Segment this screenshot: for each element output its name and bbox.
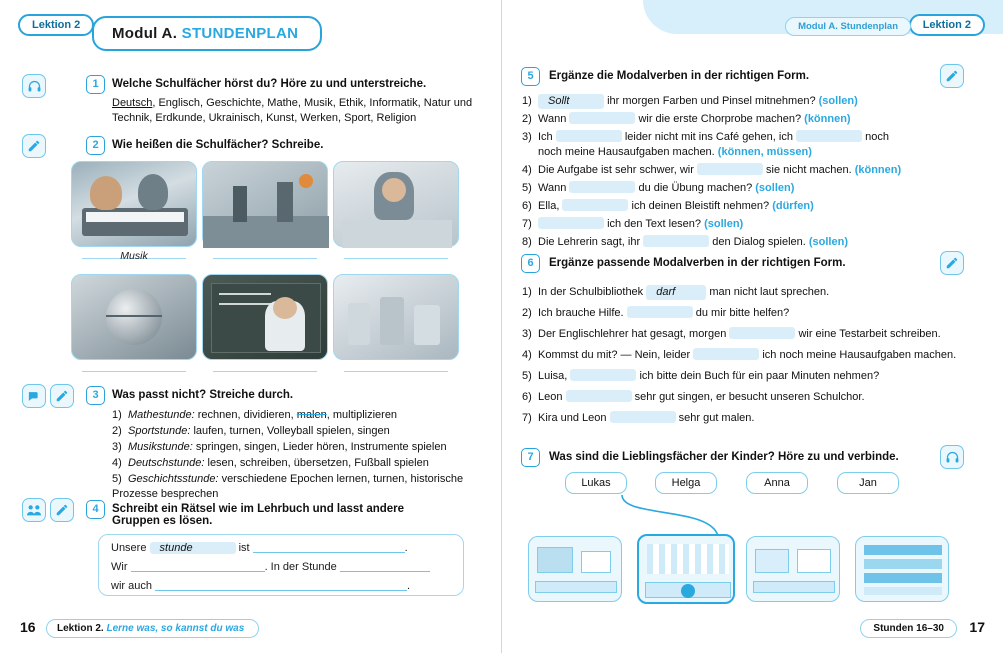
list-item[interactable] bbox=[522, 390, 967, 405]
answer-blank[interactable] bbox=[569, 181, 635, 193]
list-item[interactable] bbox=[522, 306, 967, 321]
item-text: ich noch meine Hausaufgaben machen. bbox=[762, 349, 957, 361]
item-number: 3) bbox=[112, 441, 122, 453]
item-text: du die Übung machen? bbox=[638, 182, 753, 194]
item-number: 1) bbox=[522, 95, 532, 107]
exercise-number-1: 1 bbox=[86, 75, 105, 94]
riddle-rule-2b[interactable] bbox=[340, 561, 430, 572]
item-text: wir die erste Chorprobe machen? bbox=[638, 113, 802, 125]
item-words: laufen, turnen, Volleyball spielen, singen bbox=[193, 425, 390, 437]
list-item[interactable] bbox=[522, 181, 967, 196]
riddle-text-wirauch: wir auch bbox=[111, 580, 152, 592]
verb-hint: (sollen) bbox=[808, 236, 848, 248]
item-number: 2) bbox=[112, 425, 122, 437]
footer-left-lesson: Lektion 2. bbox=[57, 623, 104, 634]
answer-blank[interactable] bbox=[569, 112, 635, 124]
basketball-photo bbox=[202, 161, 328, 247]
item-words: verschiedene Epochen lernen, turnen, historische Prozesse besprechen bbox=[112, 473, 464, 500]
girl-writing-photo bbox=[333, 161, 459, 247]
item-number: 4) bbox=[112, 457, 122, 469]
answer-blank[interactable] bbox=[562, 199, 628, 211]
verb-hint: (können) bbox=[854, 164, 902, 176]
library-card[interactable] bbox=[855, 536, 949, 602]
item-number: 6) bbox=[522, 200, 532, 212]
boy-at-blackboard-photo bbox=[202, 274, 328, 360]
list-item[interactable] bbox=[522, 163, 967, 178]
answer-blank[interactable] bbox=[643, 235, 709, 247]
list-item[interactable] bbox=[522, 285, 967, 300]
item-text: sehr gut singen, er besucht unseren Schulchor. bbox=[634, 391, 865, 403]
riddle-rule-3[interactable] bbox=[155, 580, 407, 591]
answer-blank[interactable] bbox=[693, 348, 759, 360]
page-spine bbox=[501, 0, 502, 653]
name-card-anna[interactable]: Anna bbox=[746, 472, 808, 494]
exercise-1-line2: Technik, Erdkunde, Ukrainisch, Kunst, Werken, Sport, Religion bbox=[112, 112, 417, 124]
item-text-pre: Ich brauche Hilfe. bbox=[538, 307, 624, 319]
item-text: sie nicht machen. bbox=[766, 164, 852, 176]
riddle-rule-1[interactable] bbox=[253, 542, 405, 553]
piano-lesson-photo bbox=[71, 161, 197, 262]
answer-fill[interactable]: darf bbox=[646, 285, 706, 300]
item-number: 3) bbox=[522, 131, 532, 143]
pencil-icon bbox=[50, 498, 74, 522]
item-number: 1) bbox=[112, 409, 122, 421]
name-card-lukas[interactable]: Lukas bbox=[565, 472, 627, 494]
photo-caption-musik: Musik bbox=[120, 250, 148, 262]
page-number-right: 17 bbox=[969, 619, 985, 635]
item-number: 1) bbox=[522, 286, 532, 298]
item-subject: Mathestunde: bbox=[128, 409, 195, 421]
item-text: ich bitte dein Buch für ein paar Minuten nehmen? bbox=[639, 370, 880, 382]
item-number: 2) bbox=[522, 307, 532, 319]
item-subject: Geschichtsstunde: bbox=[128, 473, 219, 485]
answer-blank[interactable] bbox=[610, 411, 676, 423]
item-text-pre: Wann bbox=[538, 113, 567, 125]
list-item[interactable] bbox=[522, 411, 967, 426]
exercise-title-2: Wie heißen die Schulfächer? Schreibe. bbox=[112, 139, 324, 151]
list-item[interactable] bbox=[112, 424, 487, 439]
list-item[interactable] bbox=[522, 369, 967, 384]
item-text: ich deinen Bleistift nehmen? bbox=[631, 200, 770, 212]
group-icon bbox=[22, 498, 46, 522]
list-item[interactable] bbox=[112, 408, 487, 423]
item-text-2: noch meine Hausaufgaben machen. bbox=[538, 146, 715, 158]
exercise-title-7: Was sind die Lieblingsfächer der Kinder? Höre zu und verbinde. bbox=[549, 451, 899, 463]
footer-right: Stunden 16–30 bbox=[860, 619, 957, 638]
item-text: den Dialog spielen. bbox=[712, 236, 806, 248]
module-label: Modul A. bbox=[112, 25, 178, 42]
item-number: 6) bbox=[522, 391, 532, 403]
answer-blank[interactable] bbox=[538, 217, 604, 229]
module-banner-right: Modul A. Stundenplan bbox=[785, 17, 911, 36]
headphones-icon bbox=[22, 74, 46, 98]
riddle-rule-2a[interactable] bbox=[131, 561, 265, 572]
module-title: STUNDENPLAN bbox=[181, 25, 299, 42]
list-item[interactable] bbox=[522, 217, 967, 232]
answer-blank[interactable] bbox=[697, 163, 763, 175]
exercise-3-items bbox=[112, 408, 487, 503]
item-number: 2) bbox=[522, 113, 532, 125]
tab-lektion-right: Lektion 2 bbox=[909, 14, 985, 36]
exercise-6-items bbox=[522, 285, 967, 426]
item-text-pre: Ich bbox=[538, 131, 553, 143]
item-words: lesen, schreiben, übersetzen, Fußball spielen bbox=[207, 457, 429, 469]
exercise-number-6: 6 bbox=[521, 254, 540, 273]
riddle-text-unsere: Unsere bbox=[111, 542, 147, 554]
exercise-number-3: 3 bbox=[86, 386, 105, 405]
verb-hint: (sollen) bbox=[755, 182, 795, 194]
item-number: 5) bbox=[112, 473, 122, 485]
verb-hint: (können, müssen) bbox=[717, 146, 812, 158]
item-text-pre: Luisa, bbox=[538, 370, 568, 382]
exercise-1-word-list bbox=[112, 96, 482, 126]
item-subject: Musikstunde: bbox=[128, 441, 193, 453]
answer-blank[interactable] bbox=[556, 130, 622, 142]
item-number: 3) bbox=[522, 328, 532, 340]
list-item[interactable] bbox=[112, 472, 487, 502]
list-item[interactable] bbox=[112, 440, 487, 455]
item-words-after: , multiplizieren bbox=[326, 409, 398, 421]
exercise-1-line1: , Englisch, Geschichte, Mathe, Musik, Ethik, Informatik, Natur und bbox=[152, 97, 473, 109]
pencil-icon bbox=[50, 384, 74, 408]
riddle-text-ist: ist bbox=[238, 542, 250, 554]
item-number: 4) bbox=[522, 349, 532, 361]
exercise-title-6: Ergänze passende Modalverben in der richtigen Form. bbox=[549, 257, 846, 269]
riddle-fill-1[interactable]: stunde bbox=[150, 542, 236, 554]
item-text: sehr gut malen. bbox=[678, 412, 755, 424]
item-subject: Sportstunde: bbox=[128, 425, 191, 437]
verb-hint: (können) bbox=[804, 113, 851, 125]
exercise-number-2: 2 bbox=[86, 136, 105, 155]
item-number: 8) bbox=[522, 236, 532, 248]
science-lab-card[interactable] bbox=[746, 536, 840, 602]
item-text-pre: In der Schulbibliothek bbox=[538, 286, 644, 298]
item-number: 7) bbox=[522, 412, 532, 424]
answer-blank-2[interactable] bbox=[796, 130, 862, 142]
exercise-title-4: Schreibt ein Rätsel wie im Lehrbuch und lasst andere Gruppen es lösen. bbox=[112, 503, 405, 527]
item-subject: Deutschstunde: bbox=[128, 457, 205, 469]
pencil-icon bbox=[940, 64, 964, 88]
item-text: du mir bitte helfen? bbox=[695, 307, 790, 319]
list-item[interactable] bbox=[522, 199, 967, 214]
item-text-pre: Kommst du mit? — Nein, leider bbox=[538, 349, 691, 361]
module-banner bbox=[92, 16, 322, 51]
list-item[interactable] bbox=[522, 235, 967, 250]
answer-blank[interactable] bbox=[729, 327, 795, 339]
item-text-pre: Kira und Leon bbox=[538, 412, 607, 424]
speaking-icon bbox=[22, 384, 46, 408]
page-number-left: 16 bbox=[20, 619, 36, 635]
verb-hint: (sollen) bbox=[704, 218, 744, 230]
struck-word[interactable]: malen bbox=[296, 409, 327, 421]
list-item[interactable] bbox=[522, 94, 967, 109]
answer-blank[interactable] bbox=[570, 369, 636, 381]
item-text: wir eine Testarbeit schreiben. bbox=[798, 328, 941, 340]
list-item[interactable] bbox=[522, 112, 967, 127]
answer-blank[interactable] bbox=[627, 306, 693, 318]
riddle-text-wir: Wir bbox=[111, 561, 128, 573]
exercise-number-7: 7 bbox=[521, 448, 540, 467]
pencil-icon bbox=[940, 251, 964, 275]
item-number: 5) bbox=[522, 370, 532, 382]
item-text-pre: Leon bbox=[538, 391, 563, 403]
item-text: man nicht laut sprechen. bbox=[709, 286, 830, 298]
riddle-line-2 bbox=[111, 561, 430, 573]
globe-photo bbox=[71, 274, 197, 360]
answer-fill[interactable]: Sollt bbox=[538, 94, 604, 109]
classroom-computer-card[interactable] bbox=[528, 536, 622, 602]
tab-lektion-left: Lektion 2 bbox=[18, 14, 94, 36]
item-text: leider nicht mit ins Café gehen, ich bbox=[624, 131, 793, 143]
item-text: ich den Text lesen? bbox=[607, 218, 702, 230]
chemistry-jars-photo bbox=[333, 274, 459, 360]
list-item[interactable] bbox=[522, 327, 967, 342]
item-words: rechnen, dividieren, bbox=[197, 409, 297, 421]
sports-hall-card[interactable] bbox=[637, 534, 735, 604]
item-number: 5) bbox=[522, 182, 532, 194]
exercise-number-4: 4 bbox=[86, 500, 105, 519]
verb-hint: (dürfen) bbox=[772, 200, 814, 212]
list-item[interactable] bbox=[522, 348, 967, 363]
riddle-text-inderstunde: . In der Stunde bbox=[264, 561, 337, 573]
answer-blank[interactable] bbox=[566, 390, 632, 402]
riddle-answer-box[interactable] bbox=[98, 534, 464, 596]
footer-left-motto: Lerne was, so kannst du was bbox=[106, 623, 245, 634]
pencil-icon bbox=[22, 134, 46, 158]
exercise-title-5: Ergänze die Modalverben in der richtigen Form. bbox=[549, 70, 810, 82]
item-text-tail: noch bbox=[865, 131, 889, 143]
item-text-pre: Die Lehrerin sagt, ihr bbox=[538, 236, 641, 248]
verb-hint: (sollen) bbox=[818, 95, 858, 107]
riddle-line-1: Unsere stunde ist . bbox=[111, 542, 408, 554]
item-text-pre: Ella, bbox=[538, 200, 560, 212]
name-card-helga[interactable]: Helga bbox=[655, 472, 717, 494]
riddle-line-3: wir auch . bbox=[111, 580, 411, 592]
item-text-pre: Wann bbox=[538, 182, 567, 194]
exercise-number-5: 5 bbox=[521, 67, 540, 86]
item-text: ihr morgen Farben und Pinsel mitnehmen? bbox=[607, 95, 816, 107]
headphones-icon bbox=[940, 445, 964, 469]
item-number: 7) bbox=[522, 218, 532, 230]
name-card-jan[interactable]: Jan bbox=[837, 472, 899, 494]
exercise-title-3: Was passt nicht? Streiche durch. bbox=[112, 389, 294, 401]
item-text-pre: Die Aufgabe ist sehr schwer, wir bbox=[538, 164, 694, 176]
exercise-title-1: Welche Schulfächer hörst du? Höre zu und unterstreiche. bbox=[112, 78, 427, 90]
footer-left bbox=[46, 619, 259, 638]
exercise-5-items bbox=[522, 94, 967, 250]
item-number: 4) bbox=[522, 164, 532, 176]
list-item[interactable] bbox=[112, 456, 487, 471]
list-item[interactable] bbox=[522, 130, 967, 160]
underlined-word-deutsch[interactable]: Deutsch bbox=[112, 97, 153, 109]
item-text-pre: Der Englischlehrer hat gesagt, morgen bbox=[538, 328, 727, 340]
item-words: springen, singen, Lieder hören, Instrumente spielen bbox=[195, 441, 447, 453]
